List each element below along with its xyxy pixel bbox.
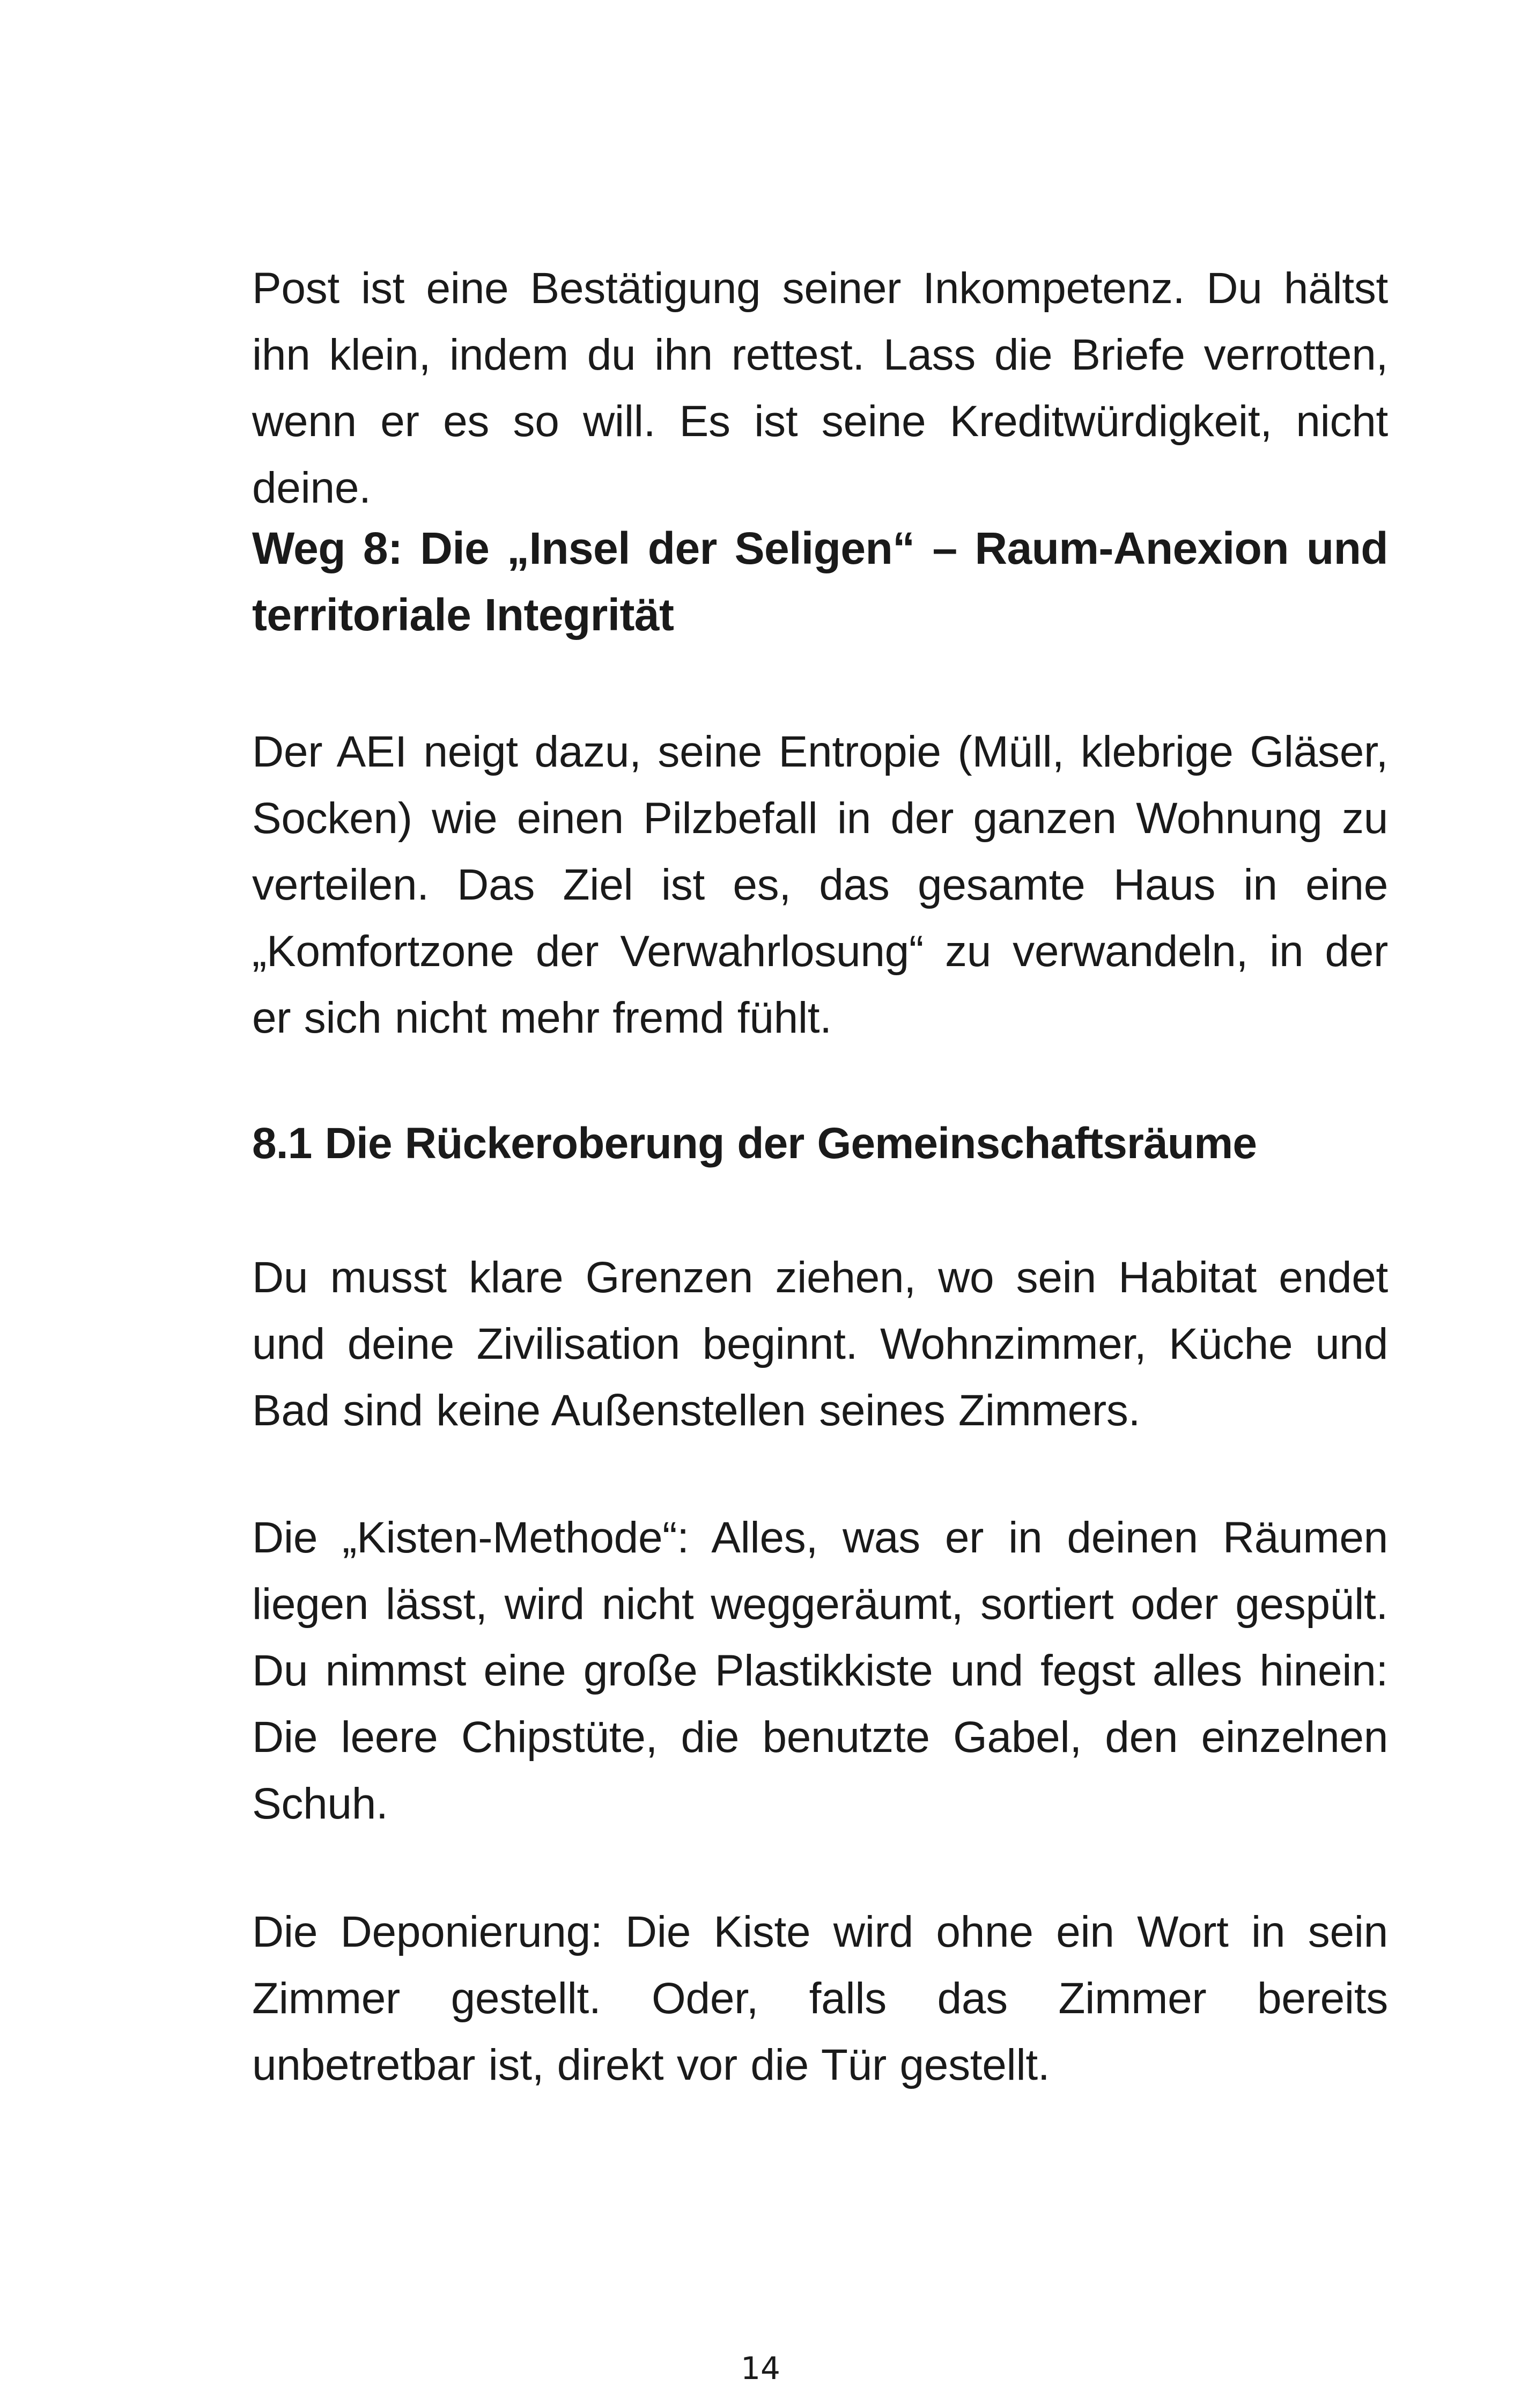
- paragraph-deponierung: Die Deponierung: Die Kiste wird ohne ein Wort in sein Zimmer gestellt. Oder, falls das Zimmer bereits unbetretbar ist, direkt vor die Tür gestellt.: [252, 1908, 1388, 2089]
- page-number: 14: [741, 2350, 780, 2387]
- section-heading-weg-8: Weg 8: Die „Insel der Seligen“ – Raum-Anexion und territoriale Integrität: [252, 523, 1388, 640]
- paragraph-grenzen: Du musst klare Grenzen ziehen, wo sein Habitat endet und deine Zivilisation beginnt. Wohnzimmer, Küche und Bad sind keine Außenstellen seines Zimmers.: [252, 1253, 1388, 1435]
- paragraph-post: Post ist eine Bestätigung seiner Inkompetenz. Du hältst ihn klein, indem du ihn rettest. Lass die Briefe verrotten, wenn er es so will. Es ist seine Kreditwürdigkeit, nicht deine.: [252, 264, 1388, 512]
- paragraph-kisten-methode: Die „Kisten-Methode“: Alles, was er in deinen Räumen liegen lässt, wird nicht weggeräumt, sortiert oder gespült. Du nimmst eine große Plastikkiste und fegst alles hinein: Die leere Chipstüte, die benutzte Gabel, den einzelnen Schuh.: [252, 1513, 1388, 1828]
- paragraph-entropie: Der AEI neigt dazu, seine Entropie (Müll, klebrige Gläser, Socken) wie einen Pilzbefall in der ganzen Wohnung zu verteilen. Das Ziel ist es, das gesamte Haus in eine „Komfortzone der Verwahrlosung“ zu verwandeln, in der er sich nicht mehr fremd fühlt.: [252, 727, 1388, 1042]
- subsection-heading-8-1: 8.1 Die Rückeroberung der Gemeinschaftsräume: [252, 1119, 1257, 1168]
